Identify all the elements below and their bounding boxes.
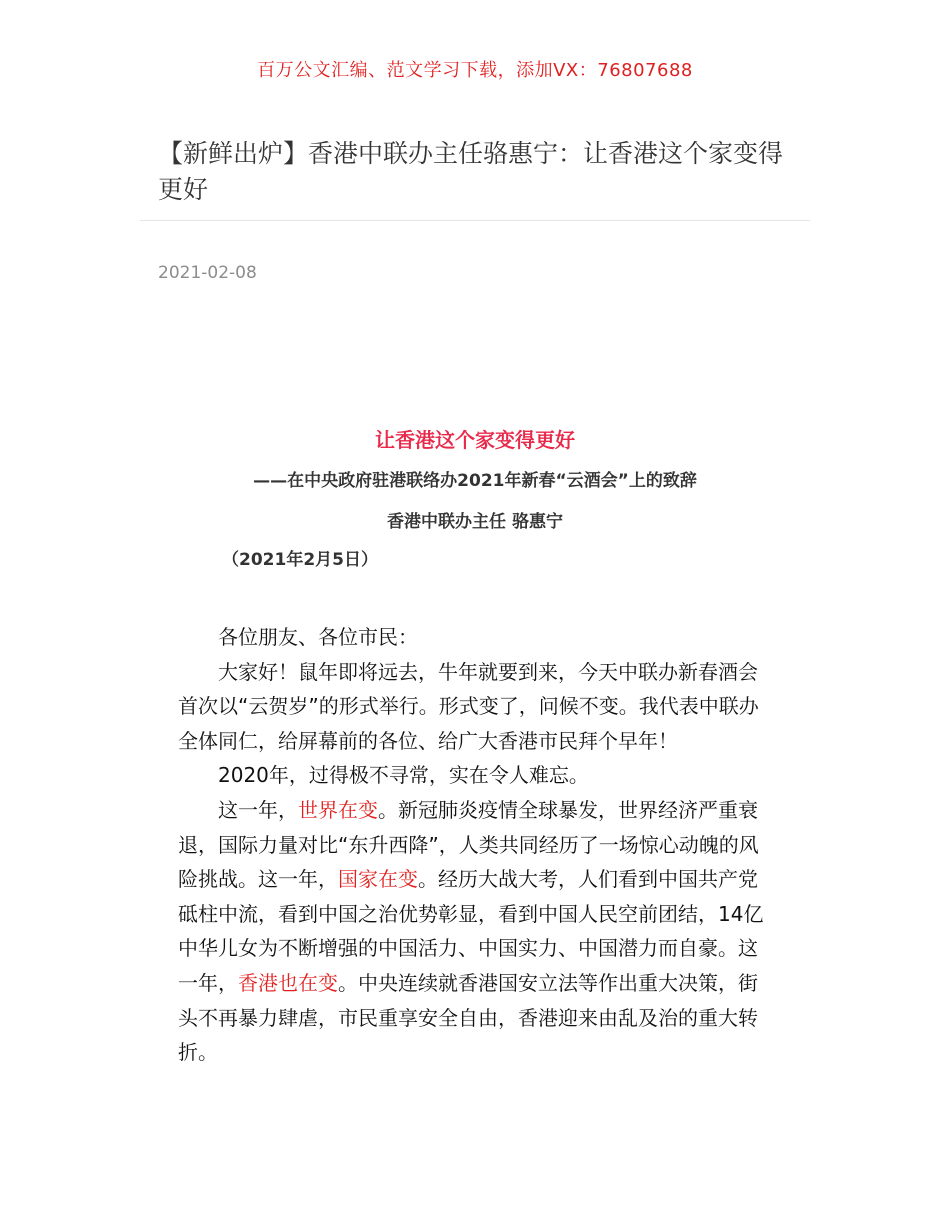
- highlight-country-changing: 国家在变: [338, 867, 418, 892]
- changes-paragraph: [178, 793, 774, 1070]
- title-divider: [140, 220, 810, 221]
- highlight-hongkong-changing: 香港也在变: [238, 970, 338, 995]
- changes-text-1: 这一年，: [218, 797, 298, 822]
- speech-heading: 让香港这个家变得更好: [375, 428, 575, 452]
- salutation-paragraph: 各位朋友、各位市民：: [218, 625, 418, 649]
- article-date: 2021-02-08: [158, 263, 257, 283]
- greeting-paragraph: 大家好！鼠年即将远去，牛年就要到来，今天中联办新春酒会首次以“云贺岁”的形式举行。形式变了，问候不变。我代表中联办全体同仁，给屏幕前的各位、给广大香港市民拜个早年！: [178, 659, 759, 753]
- article-title: 【新鲜出炉】香港中联办主任骆惠宁：让香港这个家变得更好: [158, 139, 784, 204]
- highlight-world-changing: 世界在变: [298, 797, 378, 822]
- changes-text-4: 。中央连续就香港国安立法等作出重大决策，街头不再暴力肆虐，市民重享安全自由，香港迎来由乱及治的重大转折。: [178, 970, 758, 1065]
- speech-speaker: 香港中联办主任 骆惠宁: [387, 512, 563, 532]
- promo-banner: 百万公文汇编、范文学习下载，添加VX：76807688: [257, 60, 693, 81]
- year-review-paragraph: 2020年，过得极不寻常，实在令人难忘。: [218, 763, 589, 788]
- changes-text-3: 。经历大战大考，人们看到中国共产党砥柱中流，看到中国之治优势彰显，看到中国人民空前团结，14亿中华儿女为不断增强的中国活力、中国实力、中国潜力而自豪。这一年，: [178, 867, 764, 995]
- speech-date: （2021年2月5日）: [222, 550, 378, 570]
- speech-subtitle: ——在中央政府驻港联络办2021年新春“云酒会”上的致辞: [253, 471, 697, 491]
- speech-body: [178, 620, 774, 1070]
- changes-text-2: 。新冠肺炎疫情全球暴发，世界经济严重衰退，国际力量对比“东升西降”，人类共同经历了一场惊心动魄的风险挑战。这一年，: [178, 797, 759, 892]
